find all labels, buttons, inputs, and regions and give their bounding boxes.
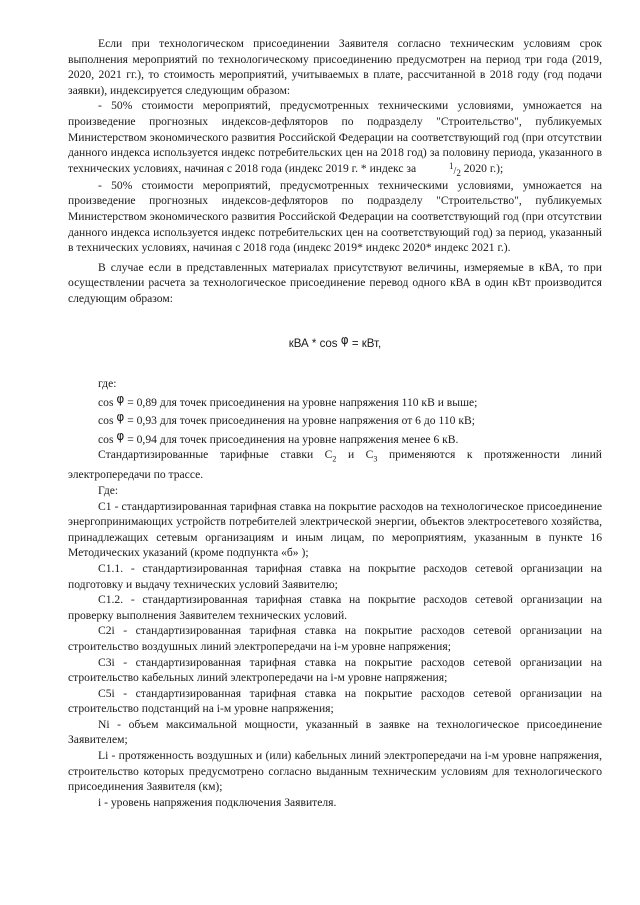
- cos-phi-symbol: φ: [116, 391, 125, 406]
- formula-left: кВА * cos: [288, 337, 338, 350]
- document-page: [68, 36, 602, 810]
- definition-c1: С1 - стандартизированная тарифная ставка на покрытие расходов на технологическое присоединение энергопринимающих устройств потребителей электрической энергии, объектов электросетевого хозяйства, принадлежащих сетевым организациям и иным лицам, по мероприятиям, указанным в пункте 16 Методических указаний (кроме подпункта «б» );: [68, 499, 602, 560]
- cos-prefix: cos: [98, 414, 114, 428]
- fraction-one-half: $^1/_2$: [449, 160, 461, 178]
- definition-li: Li - протяженность воздушных и (или) кабельных линий электропередачи на i-м уровне напряжения, строительство которых предусмотрено согласно выданным техническим условиям для технологического присоединения Заявителя (км);: [68, 749, 602, 794]
- definition-c5i: С5i - стандартизированная тарифная ставка на покрытие расходов сетевой организации на строительство подстанций на i-м уровне напряжения;: [68, 686, 602, 716]
- tariff-rates-paragraph: [68, 447, 602, 483]
- cos-line-1: [68, 392, 602, 411]
- definition-ni: Ni - объем максимальной мощности, указанный в заявке на технологическое присоединение Заявителем;: [68, 717, 602, 747]
- cos-phi-symbol: φ: [116, 428, 125, 443]
- tariff-text-start: Стандартизированные тарифные ставки С: [98, 448, 333, 462]
- definition-c1-2: С1.2. - стандартизированная тарифная ставка на покрытие расходов сетевой организации на проверку выполнения Заявителем технических условий.: [68, 593, 602, 622]
- tariff-text-mid: и С: [336, 448, 374, 462]
- paragraph-kva-conversion: В случае если в представленных материалах присутствуют величины, измеряемые в кВА, то при осуществлении расчета за технологическое присоединение перевод одного кВА в один кВт производится следующим образом:: [68, 260, 602, 305]
- paragraph-half-period: [68, 98, 602, 177]
- cos-value-text: = 0,93 для точек присоединения на уровне напряжения от 6 до 110 кВ;: [127, 414, 475, 428]
- paragraph-indexation-intro: Если при технологическом присоединении Заявителя согласно техническим условиям срок выполнения мероприятий по технологическому присоединению предусмотрен на период три года (2019, 2020, 2021 гг.), то стоимость мероприятий, учитываемых в плате, рассчитанной в 2018 году (год подачи заявки), индексируется следующим образом:: [68, 37, 602, 97]
- paragraph-half-period-text: - 50% стоимости мероприятий, предусмотренных техническими условиями, умножается на произведение прогнозных индексов-дефляторов по подразделу "Строительство", публикуемых Министерством экономического развития Российской Федерации на соответствующий год (при отсутствии данного индекса используется индекс потребительских цен на 2018 год) за половину периода, указанного в технических условиях, начиная с 2018 года (индекс 2019 г. * индекс за: [68, 99, 602, 175]
- conversion-formula: [68, 333, 602, 353]
- definition-c3i: С3i - стандартизированная тарифная ставка на покрытие расходов сетевой организации на строительство кабельных линий электропередачи на i-м уровне напряжения;: [68, 655, 602, 685]
- cos-prefix: cos: [98, 395, 114, 409]
- tariff-text-end: применяются к протяженности линий электропередачи по трассе.: [68, 448, 602, 482]
- cos-value-text: = 0,94 для точек присоединения на уровне напряжения менее 6 кВ.: [127, 432, 459, 446]
- cos-prefix: cos: [98, 432, 114, 446]
- tariff-subscript-2: 2: [332, 454, 337, 464]
- paragraph-half-period-end: 2020 г.);: [463, 161, 504, 175]
- where-label-2: Где:: [98, 483, 119, 497]
- definition-i: i - уровень напряжения подключения Заявителя.: [98, 795, 337, 809]
- cos-line-2: [68, 410, 602, 429]
- cos-line-3: [68, 429, 602, 448]
- fraction-denominator: 2: [456, 167, 461, 178]
- formula-phi-symbol: φ: [340, 332, 349, 347]
- formula-right: = кВт,: [351, 337, 382, 350]
- fraction-numerator: 1: [449, 160, 454, 171]
- tariff-subscript-3: 3: [373, 454, 378, 464]
- paragraph-full-period: - 50% стоимости мероприятий, предусмотренных техническими условиями, умножается на произведение прогнозных индексов-дефляторов по подразделу "Строительство", публикуемых Министерством экономического развития Российской Федерации на соответствующий год (при отсутствии данного индекса используется индекс потребительских цен на соответствующий год) за период, указанный в технических условиях, начиная с 2018 года (индекс 2019* индекс 2020* индекс 2021 г.).: [68, 178, 602, 255]
- where-label: где:: [98, 377, 117, 391]
- cos-phi-symbol: φ: [116, 410, 125, 425]
- definition-c1-1: С1.1. - стандартизированная тарифная ставка на покрытие расходов сетевой организации на подготовку и выдачу технических условий Заявителю;: [68, 561, 602, 591]
- definition-c2i: С2i - стандартизированная тарифная ставка на покрытие расходов сетевой организации на строительство воздушных линий электропередачи на i-м уровне напряжения;: [68, 624, 602, 653]
- cos-value-text: = 0,89 для точек присоединения на уровне напряжения 110 кВ и выше;: [127, 395, 478, 409]
